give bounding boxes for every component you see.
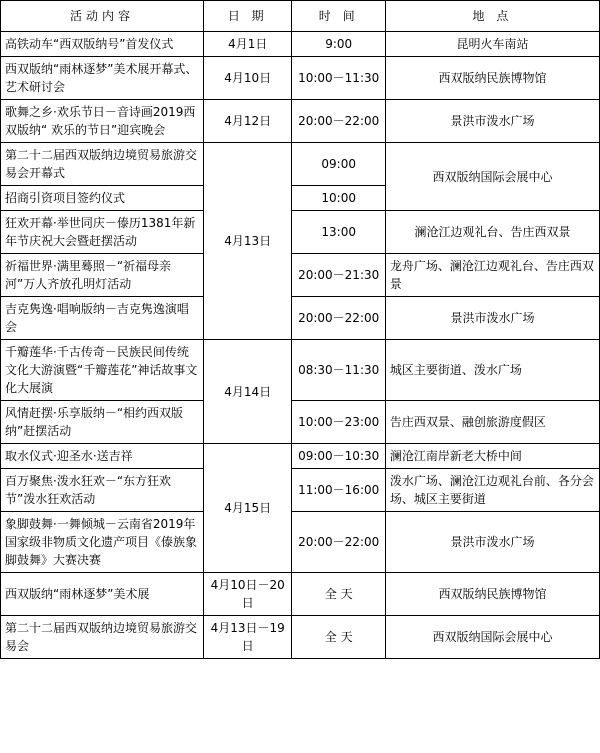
table-row (1, 340, 600, 401)
cell-time: 13:00 (292, 211, 385, 254)
cell-place: 泼水广场、澜沧江边观礼台前、各分会场、城区主要街道 (385, 469, 599, 512)
table-row (1, 211, 600, 254)
cell-place: 昆明火车南站 (385, 32, 599, 57)
table-row (1, 100, 600, 143)
cell-activity: 招商引资项目签约仪式 (1, 186, 204, 211)
cell-activity: 第二十二届西双版纳边境贸易旅游交易会 (1, 616, 204, 659)
cell-time: 20:00－22:00 (292, 512, 385, 573)
cell-activity: 高铁动车“西双版纳号”首发仪式 (1, 32, 204, 57)
table-row (1, 32, 600, 57)
cell-activity: 风情赶摆·乐享版纳－“相约西双版纳”赶摆活动 (1, 401, 204, 444)
table-row (1, 573, 600, 616)
cell-place: 景洪市泼水广场 (385, 297, 599, 340)
cell-time: 20:00－22:00 (292, 297, 385, 340)
cell-activity: 西双版纳“雨林逐梦”美术展开幕式、艺术研讨会 (1, 57, 204, 100)
cell-time: 全 天 (292, 573, 385, 616)
cell-place: 西双版纳国际会展中心 (385, 143, 599, 211)
table-row (1, 469, 600, 512)
column-header-activity: 活动内容 (1, 1, 204, 32)
cell-activity: 西双版纳“雨林逐梦”美术展 (1, 573, 204, 616)
cell-date: 4月10日 (204, 57, 292, 100)
cell-time: 11:00－16:00 (292, 469, 385, 512)
cell-time: 20:00－22:00 (292, 100, 385, 143)
cell-date: 4月13日 (204, 143, 292, 340)
table-row (1, 444, 600, 469)
cell-time: 08:30－11:30 (292, 340, 385, 401)
cell-place: 澜沧江南岸新老大桥中间 (385, 444, 599, 469)
table-row (1, 512, 600, 573)
cell-activity: 狂欢开幕·举世同庆－傣历1381年新年节庆祝大会暨赶摆活动 (1, 211, 204, 254)
cell-activity: 吉克隽逸·唱响版纳－吉克隽逸演唱会 (1, 297, 204, 340)
table-body (1, 32, 600, 659)
table-row (1, 254, 600, 297)
cell-date: 4月14日 (204, 340, 292, 444)
table-header-row (1, 1, 600, 32)
column-header-time: 时 间 (292, 1, 385, 32)
table-row (1, 297, 600, 340)
column-header-place: 地 点 (385, 1, 599, 32)
table-row (1, 616, 600, 659)
column-header-date: 日 期 (204, 1, 292, 32)
cell-activity: 歌舞之乡·欢乐节日－音诗画2019西双版纳“ 欢乐的节日”迎宾晚会 (1, 100, 204, 143)
cell-date: 4月1日 (204, 32, 292, 57)
cell-place: 告庄西双景、融创旅游度假区 (385, 401, 599, 444)
cell-place: 龙舟广场、澜沧江边观礼台、告庄西双景 (385, 254, 599, 297)
cell-date: 4月15日 (204, 444, 292, 573)
cell-place: 西双版纳国际会展中心 (385, 616, 599, 659)
cell-activity: 象脚鼓舞·一舞倾城－云南省2019年国家级非物质文化遗产项目《傣族象脚鼓舞》大赛决赛 (1, 512, 204, 573)
cell-place: 西双版纳民族博物馆 (385, 573, 599, 616)
cell-activity: 百万聚焦·泼水狂欢－“东方狂欢节”泼水狂欢活动 (1, 469, 204, 512)
cell-time: 9:00 (292, 32, 385, 57)
cell-time: 10:00－11:30 (292, 57, 385, 100)
cell-place: 景洪市泼水广场 (385, 100, 599, 143)
cell-activity: 第二十二届西双版纳边境贸易旅游交易会开幕式 (1, 143, 204, 186)
cell-date: 4月12日 (204, 100, 292, 143)
cell-date: 4月10日－20日 (204, 573, 292, 616)
table-row (1, 143, 600, 186)
cell-time: 10:00－23:00 (292, 401, 385, 444)
cell-time: 20:00－21:30 (292, 254, 385, 297)
cell-time: 09:00 (292, 143, 385, 186)
cell-place: 城区主要街道、泼水广场 (385, 340, 599, 401)
cell-time: 10:00 (292, 186, 385, 211)
cell-activity: 千瓣莲华·千古传奇－民族民间传统文化大游演暨“千瓣莲花”神话故事文化大展演 (1, 340, 204, 401)
cell-activity: 取水仪式·迎圣水·送吉祥 (1, 444, 204, 469)
cell-place: 景洪市泼水广场 (385, 512, 599, 573)
cell-activity: 祈福世界·满里蓦照－“祈福母亲河”万人齐放孔明灯活动 (1, 254, 204, 297)
table-row (1, 401, 600, 444)
cell-place: 澜沧江边观礼台、告庄西双景 (385, 211, 599, 254)
cell-time: 09:00－10:30 (292, 444, 385, 469)
table-row (1, 57, 600, 100)
cell-time: 全 天 (292, 616, 385, 659)
cell-place: 西双版纳民族博物馆 (385, 57, 599, 100)
cell-date: 4月13日－19日 (204, 616, 292, 659)
